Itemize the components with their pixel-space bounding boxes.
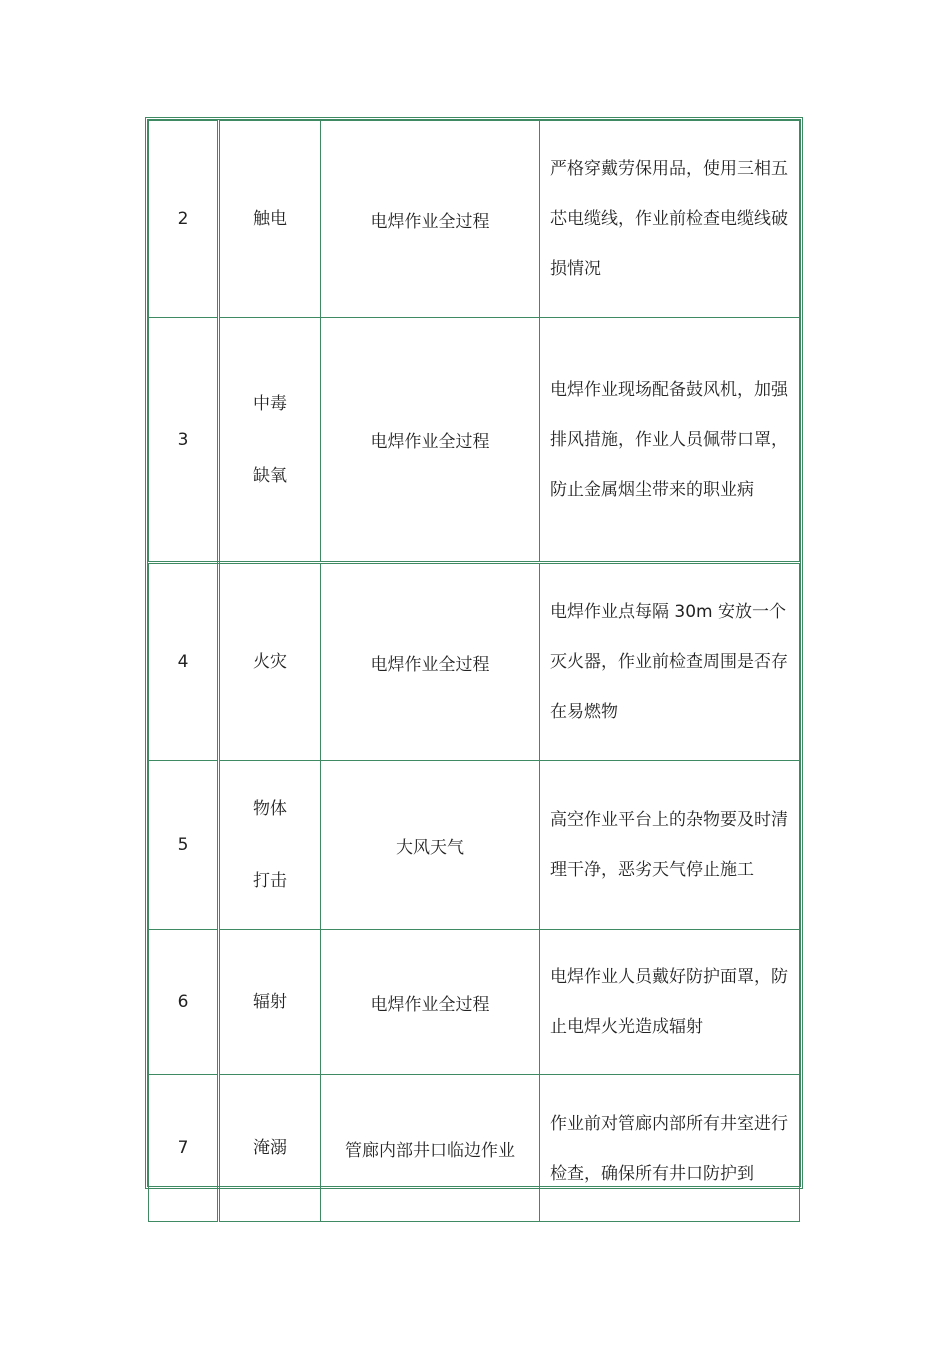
- hazard-cell: [219, 1075, 321, 1222]
- row-number: 3: [149, 318, 219, 563]
- stage-cell: [321, 930, 540, 1075]
- stage-cell: [321, 318, 540, 563]
- stage-text: 电焊作业全过程: [370, 211, 490, 232]
- stage-text: 电焊作业全过程: [370, 432, 490, 452]
- table-row: [149, 121, 800, 318]
- hazard-name: 辐射: [253, 992, 287, 1012]
- row-number: 4: [149, 563, 219, 761]
- stage-text: 管廊内部井口临边作业: [345, 1140, 515, 1161]
- measure-cell: 电焊作业人员戴好防护面罩，防止电焊火光造成辐射: [540, 930, 800, 1075]
- stage-cell: [321, 121, 540, 318]
- hazard-table: [145, 117, 803, 1189]
- hazard-cell: [219, 563, 321, 761]
- stage-text: 大风天气: [396, 837, 464, 858]
- hazard-cell: [219, 761, 321, 930]
- row-number: 7: [149, 1075, 219, 1222]
- measure-cell: 电焊作业现场配备鼓风机，加强排风措施，作业人员佩带口罩，防止金属烟尘带来的职业病: [540, 318, 800, 563]
- measure-cell: 作业前对管廊内部所有井室进行检查，确保所有井口防护到: [540, 1075, 800, 1222]
- hazard-name: 中毒: [253, 393, 287, 414]
- row-number: 2: [149, 121, 219, 318]
- hazard-name: 火灾: [253, 652, 287, 672]
- table-row: [149, 761, 800, 930]
- measure-cell: 严格穿戴劳保用品，使用三相五芯电缆线，作业前检查电缆线破损情况: [540, 121, 800, 318]
- hazard-name: 物体: [253, 799, 287, 819]
- table-row: [149, 563, 800, 761]
- stage-cell: [321, 761, 540, 930]
- measure-cell: 高空作业平台上的杂物要及时清理干净，恶劣天气停止施工: [540, 761, 800, 930]
- row-number: 6: [149, 930, 219, 1075]
- hazard-cell: [219, 318, 321, 563]
- stage-text: 电焊作业全过程: [370, 654, 490, 675]
- stage-cell: [321, 1075, 540, 1222]
- hazard-name: 淹溺: [253, 1138, 287, 1158]
- stage-cell: [321, 563, 540, 761]
- table-row: [149, 930, 800, 1075]
- row-number: 5: [149, 761, 219, 930]
- table-row: [149, 1075, 800, 1222]
- hazard-name: 打击: [253, 871, 287, 891]
- hazard-name: 触电: [253, 209, 287, 229]
- hazard-cell: [219, 121, 321, 318]
- stage-text: 电焊作业全过程: [370, 994, 490, 1015]
- hazard-name: 缺氧: [253, 465, 287, 486]
- measure-cell: 电焊作业点每隔 30m 安放一个灭火器，作业前检查周围是否存在易燃物: [540, 563, 800, 761]
- hazard-table-grid: [148, 120, 800, 1222]
- table-row: [149, 318, 800, 563]
- hazard-cell: [219, 930, 321, 1075]
